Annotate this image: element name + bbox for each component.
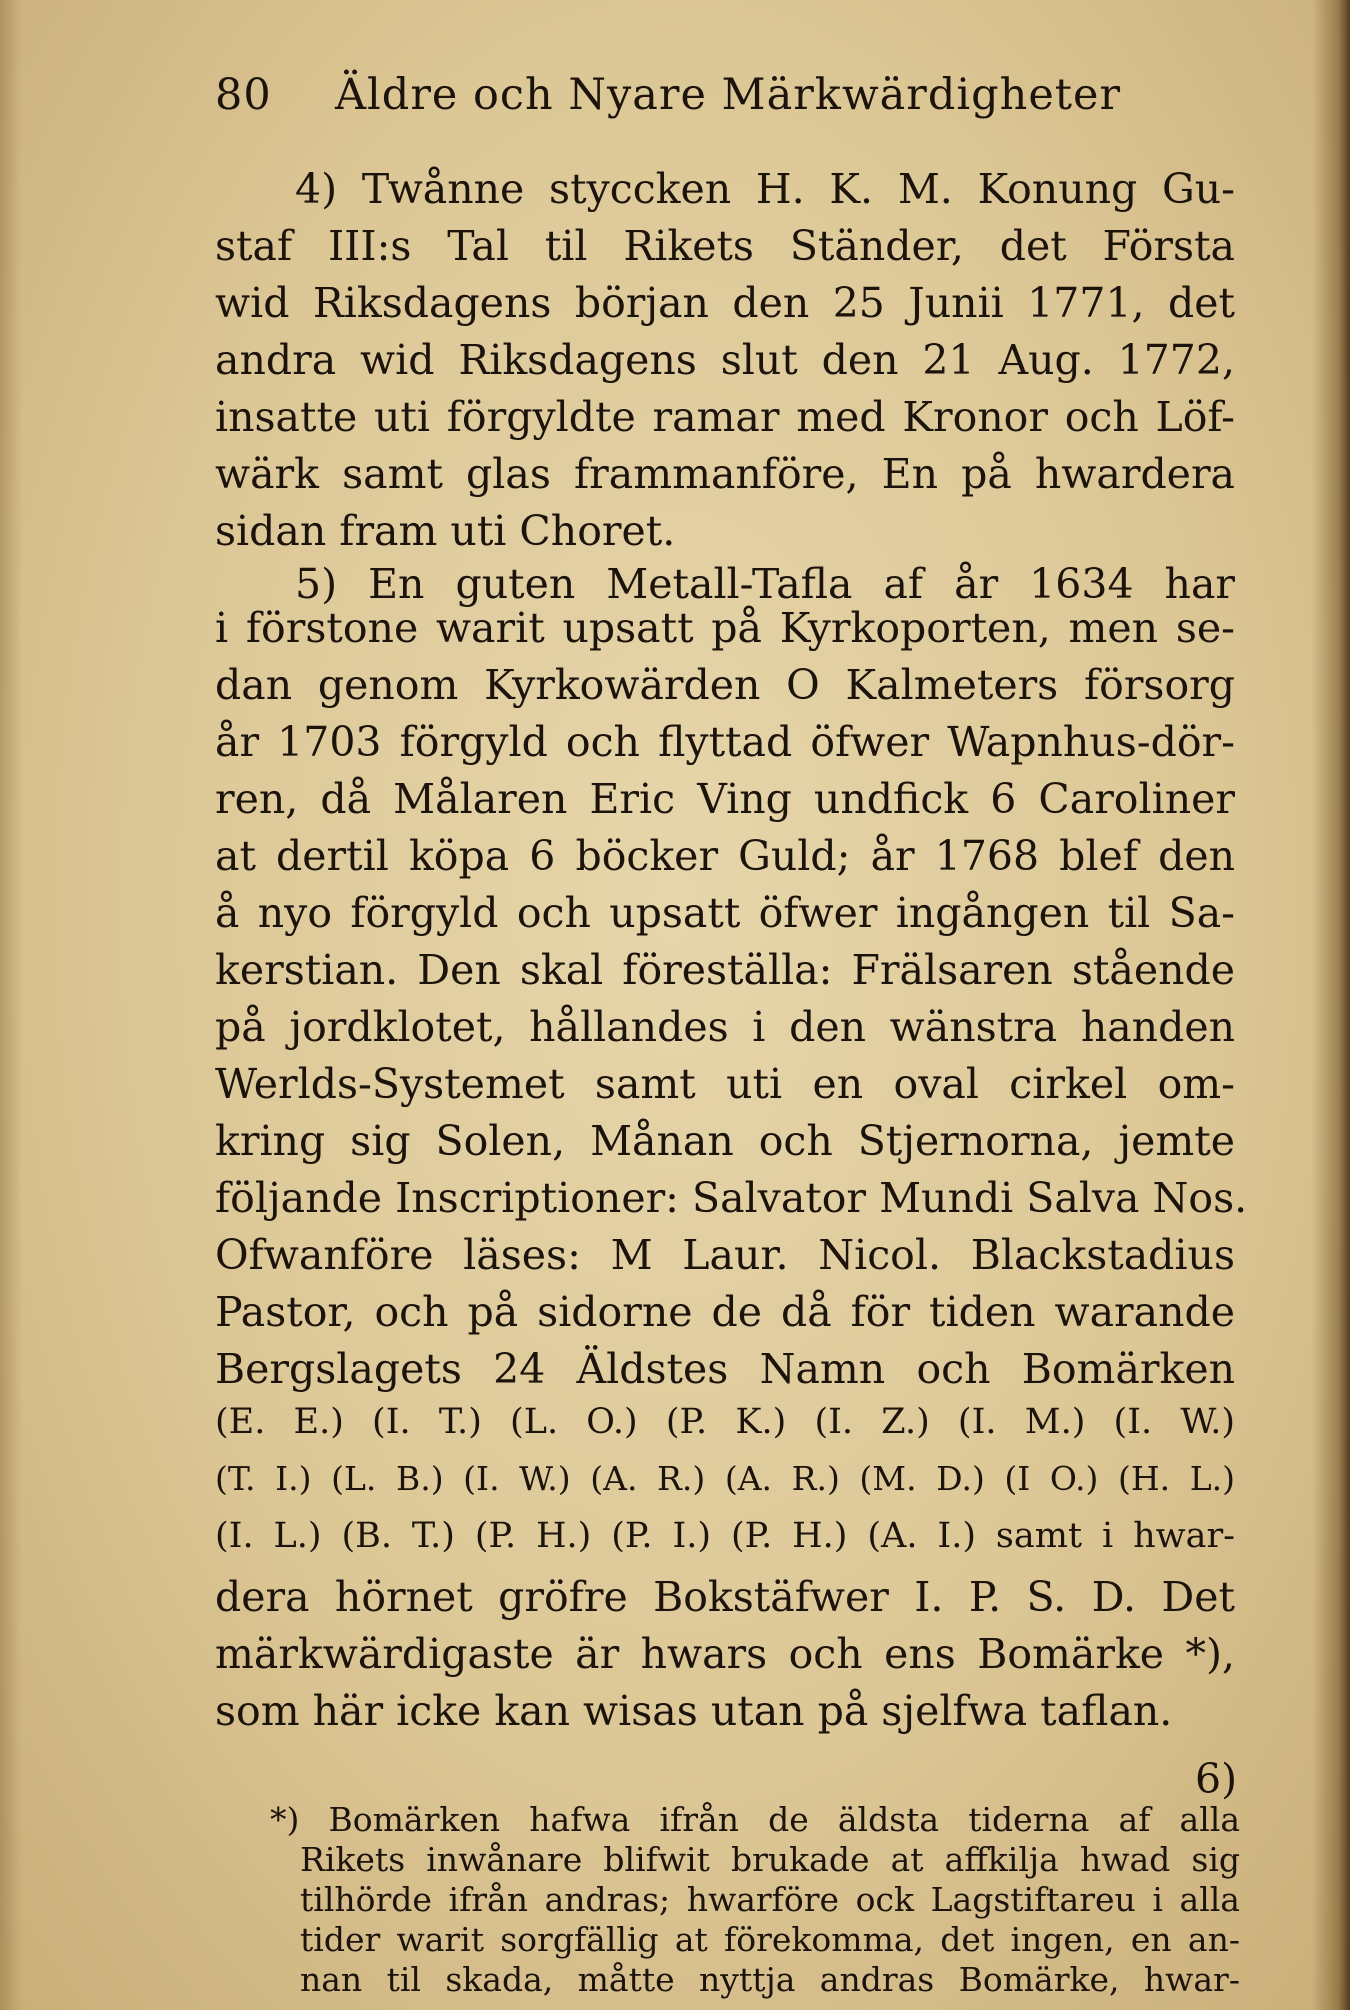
running-header — [215, 70, 1121, 120]
paragraph-4-line: insatte uti förgyldte ramar med Kronor och Löf- — [215, 393, 1235, 441]
paragraph-5-line: Bergslagets 24 Äldstes Namn och Bomärken — [215, 1345, 1235, 1393]
paragraph-4-line: wid Riksdagens början den 25 Junii 1771, det — [215, 279, 1235, 327]
paragraph-4-line: andra wid Riksdagens slut den 21 Aug. 1772, — [215, 336, 1235, 384]
paragraph-5-line: som här icke kan wisas utan på sjelfwa taflan. — [215, 1687, 1173, 1735]
paragraph-4-line: sidan fram uti Choret. — [215, 507, 676, 555]
paragraph-5-line: märkwärdigaste är hwars och ens Bomärke *), — [215, 1630, 1235, 1678]
paragraph-5-line: at dertil köpa 6 böcker Guld; år 1768 blef den — [215, 832, 1235, 880]
footnote-line: *) Bomärken hafwa ifrån de äldsta tiderna af alla — [270, 1800, 1240, 1839]
running-title: Äldre och Nyare Märkwärdigheter — [335, 70, 1122, 120]
paragraph-5-line: 5) En guten Metall-Tafla af år 1634 har — [295, 560, 1235, 608]
paragraph-5-line: Werlds-Systemet samt uti en oval cirkel om- — [215, 1060, 1235, 1108]
paragraph-5-line: (I. L.) (B. T.) (P. H.) (P. I.) (P. H.) (A. I.) samt i hwar- — [215, 1516, 1235, 1556]
catchword: 6) — [1195, 1755, 1238, 1803]
paragraph-5-line: kerstian. Den skal föreställa: Frälsaren stående — [215, 946, 1235, 994]
footnote-line: nan til skada, måtte nyttja andras Bomärke, hwar- — [300, 1960, 1240, 1999]
paragraph-5-line: dera hörnet gröfre Bokstäfwer I. P. S. D. Det — [215, 1573, 1235, 1621]
gutter-shadow — [0, 0, 22, 2010]
paragraph-5-line: dan genom Kyrkowärden O Kalmeters försorg — [215, 661, 1235, 709]
paragraph-5-line: på jordklotet, hållandes i den wänstra handen — [215, 1003, 1235, 1051]
footnote-line: Rikets inwånare blifwit brukade at affkilja hwad sig — [300, 1840, 1240, 1879]
footnote-line: tider warit sorgfällig at förekomma, det ingen, en an- — [300, 1920, 1240, 1959]
paragraph-4-line: 4) Twånne styccken H. K. M. Konung Gu- — [295, 165, 1235, 213]
paragraph-5-line: följande Inscriptioner: Salvator Mundi Salva Nos. — [215, 1174, 1248, 1222]
paragraph-5-line: (E. E.) (I. T.) (L. O.) (P. K.) (I. Z.) (I. M.) (I. W.) — [215, 1402, 1235, 1442]
paragraph-5-line: å nyo förgyld och upsatt öfwer ingången til Sa- — [215, 889, 1235, 937]
page-edge-shadow — [1312, 0, 1350, 2010]
paragraph-5-line: (T. I.) (L. B.) (I. W.) (A. R.) (A. R.) (M. D.) (I O.) (H. L.) — [215, 1459, 1235, 1498]
paragraph-5-line: ren, då Målaren Eric Ving undfick 6 Caroliner — [215, 775, 1235, 823]
page-number: 80 — [215, 70, 272, 120]
paragraph-5-line: Pastor, och på sidorne de då för tiden warande — [215, 1288, 1235, 1336]
paragraph-4-line: wärk samt glas frammanföre, En på hwardera — [215, 450, 1235, 498]
paragraph-5-line: år 1703 förgyld och flyttad öfwer Wapnhus-dör- — [215, 718, 1235, 766]
paragraph-5-line: kring sig Solen, Månan och Stjernorna, jemte — [215, 1117, 1235, 1165]
paragraph-5-line: i förstone warit upsatt på Kyrkoporten, men se- — [215, 604, 1235, 652]
footnote-line: tilhörde ifrån andras; hwarföre ock Lagstiftareu i alla — [300, 1880, 1240, 1919]
paragraph-5-line: Ofwanföre läses: M Laur. Nicol. Blackstadius — [215, 1231, 1235, 1279]
paragraph-4-line: staf III:s Tal til Rikets Ständer, det Första — [215, 222, 1235, 270]
